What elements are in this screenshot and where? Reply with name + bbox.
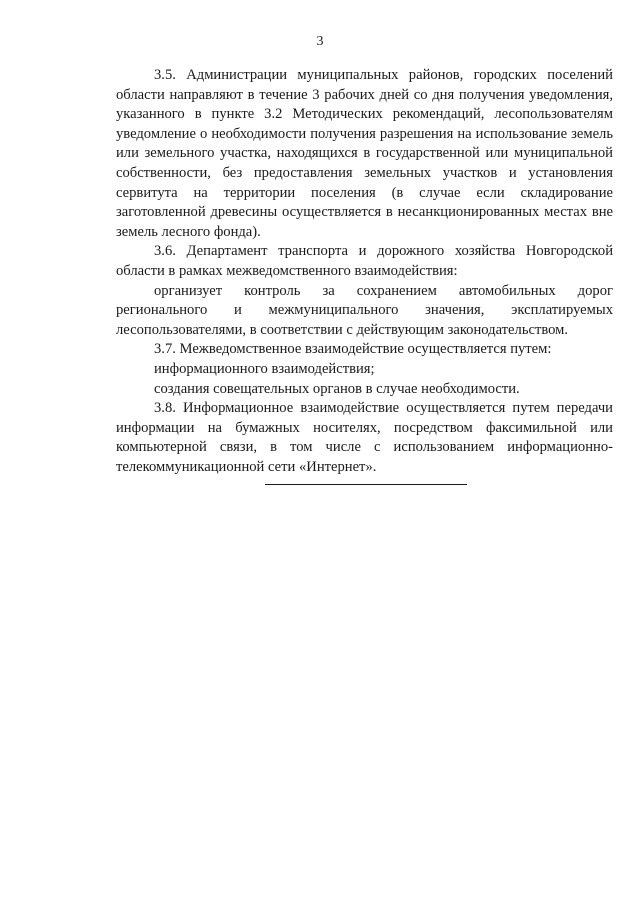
page-number: 3 (316, 34, 324, 49)
document-body (116, 66, 613, 477)
paragraph-3-6-item: организует контроль за сохранением автомобильных дорог регионального и межмуниципального значения, эксплатируемых лесопользователями, в соответствии с действующим законодательством. (116, 282, 613, 338)
paragraph-3-5: 3.5. Администрации муниципальных районов, городских поселений области направляют в течение 3 рабочих дней со дня получения уведомления, указанного в пункте 3.2 Методических рекомендаций, лесопользователям уведомление о необходимости получения разрешения на использование земель или земельного участка, находящихся в государственной или муниципальной собственности, без предоставления земельных участков и установления сервитута на территории поселения (в случае если складирование заготовленной древесины осуществляется в несанкционированных местах вне земель лесного фонда). (116, 67, 613, 240)
paragraph-3-7-item-2: создания совещательных органов в случае необходимости. (154, 380, 520, 397)
paragraph-3-7: 3.7. Межведомственное взаимодействие осуществляется путем: (154, 341, 552, 358)
paragraph-3-8: 3.8. Информационное взаимодействие осуществляется путем передачи информации на бумажных носителях, посредством факсимильной или компьютерной связи, в том числе с использованием информационно-телекоммуникационной сети «Интернет». (116, 400, 613, 475)
paragraph-3-7-item-1: информационного взаимодействия; (154, 360, 375, 377)
paragraph-3-6: 3.6. Департамент транспорта и дорожного хозяйства Новгородской области в рамках межведомственного взаимодействия: (116, 243, 613, 279)
end-separator-line (265, 484, 467, 485)
